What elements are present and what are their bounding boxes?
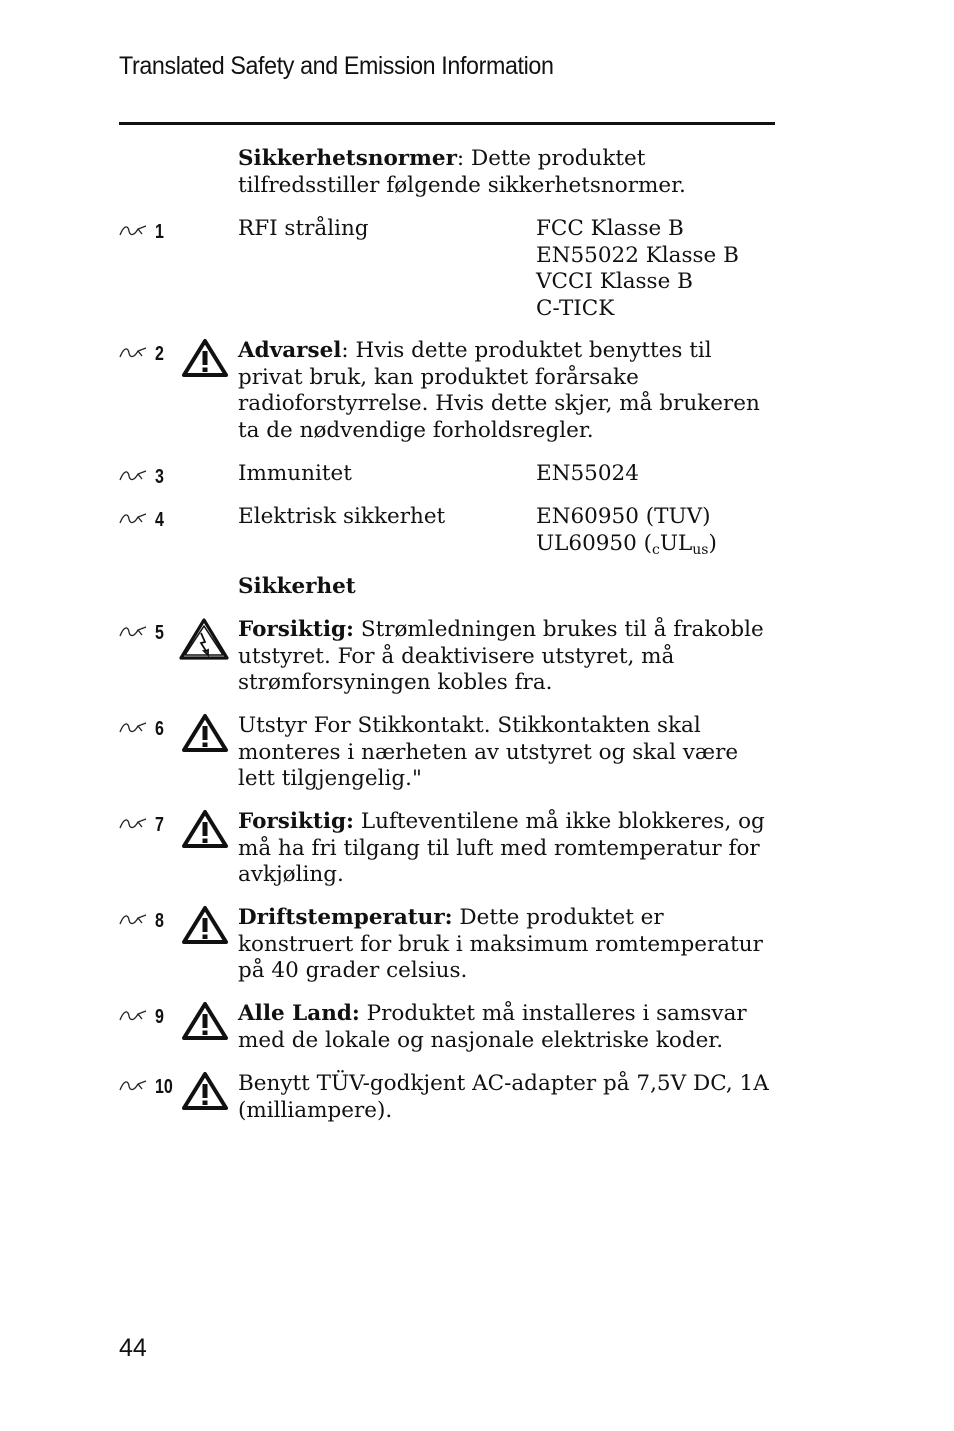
value-line: EN55022 Klasse B (536, 242, 739, 268)
intro-paragraph (238, 146, 778, 199)
value-line: EN60950 (TUV) (536, 504, 711, 529)
pen-icon (118, 816, 148, 832)
warning-triangle-icon (181, 809, 229, 849)
value-line: EN55024 (536, 461, 639, 486)
value-part: ) (708, 530, 717, 556)
page-header: Translated Safety and Emission Information (119, 52, 554, 80)
item-body: Produktet må installeres i samsvar med de lokale og nasjonale elektriske koder. (238, 1001, 747, 1053)
item-body: : Hvis dette produktet benyttes til privat bruk, kan produktet forårsake radioforstyrrelse. Hvis dette skjer, må brukeren ta de nødvendige forholdsregler. (238, 338, 760, 443)
item-marker (118, 908, 188, 932)
value-line (536, 531, 766, 564)
item-label: RFI stråling (238, 216, 369, 241)
pen-icon (118, 624, 148, 640)
item-marker (118, 464, 188, 488)
item-number: 2 (155, 343, 164, 365)
pen-icon (118, 468, 148, 484)
item-values (536, 504, 766, 563)
item-bold: Forsiktig: (238, 809, 354, 834)
item-body: Lufteventilene må ikke blokkeres, og må ha fri tilgang til luft med romtemperatur for avkjøling. (238, 809, 765, 887)
warning-triangle-icon (181, 1071, 229, 1111)
item-text (238, 905, 778, 985)
warning-triangle-icon (181, 713, 229, 753)
pen-icon (118, 223, 148, 239)
pen-icon (118, 1078, 148, 1094)
item-text (238, 1001, 778, 1054)
pen-icon (118, 912, 148, 928)
item-number: 3 (155, 466, 164, 488)
warning-triangle-icon (181, 1001, 229, 1041)
value-line: FCC Klasse B (536, 216, 684, 241)
item-text (238, 617, 778, 697)
item-values (536, 216, 766, 322)
subscript-c: c (652, 541, 660, 558)
item-bold: Advarsel (238, 338, 342, 363)
item-body: Strømledningen brukes til å frakoble utstyret. For å deaktivisere utstyret, må strømforsyningen kobles fra. (238, 617, 764, 695)
item-text: Utstyr For Stikkontakt. Stikkontakten skal monteres i nærheten av utstyret og skal være lett tilgjengelig." (238, 713, 739, 791)
item-number: 5 (155, 622, 164, 644)
value-part: UL (659, 530, 693, 556)
item-body: Dette produktet er konstruert for bruk i maksimum romtemperatur på 40 grader celsius. (238, 905, 763, 983)
item-label: Elektrisk sikkerhet (238, 504, 446, 529)
item-number: 7 (155, 814, 164, 836)
pen-icon (118, 511, 148, 527)
item-marker (118, 812, 188, 836)
value-part: UL60950 ( (536, 530, 653, 556)
item-marker (118, 341, 188, 365)
item-number: 8 (155, 910, 164, 932)
item-marker (118, 1074, 188, 1098)
item-number: 10 (155, 1076, 173, 1098)
item-bold: Alle Land: (238, 1001, 360, 1026)
item-marker (118, 716, 188, 740)
warning-triangle-icon (181, 905, 229, 945)
item-marker (118, 1004, 188, 1028)
intro-text: : Dette produktet tilfredsstiller følgende sikkerhetsnormer. (238, 146, 686, 198)
section-heading: Sikkerhet (238, 574, 356, 599)
value-line: C-TICK (536, 295, 615, 321)
header-rule (119, 122, 775, 125)
item-number: 1 (155, 221, 164, 243)
item-text (238, 809, 778, 889)
item-marker (118, 507, 188, 531)
pen-icon (118, 720, 148, 736)
item-bold: Forsiktig: (238, 617, 354, 642)
item-text (238, 338, 778, 444)
page-number: 44 (119, 1334, 147, 1362)
item-number: 6 (155, 718, 164, 740)
item-values (536, 461, 766, 488)
item-marker (118, 219, 188, 243)
electric-shock-warning-icon (178, 617, 230, 661)
item-label: Immunitet (238, 461, 352, 486)
intro-bold: Sikkerhetsnormer (238, 146, 457, 171)
warning-triangle-icon (181, 338, 229, 378)
pen-icon (118, 345, 148, 361)
pen-icon (118, 1008, 148, 1024)
item-number: 9 (155, 1006, 164, 1028)
item-number: 4 (155, 509, 164, 531)
subscript-us: us (692, 541, 709, 558)
value-line: VCCI Klasse B (536, 269, 693, 294)
item-bold: Driftstemperatur: (238, 905, 453, 930)
item-text: Benytt TÜV-godkjent AC-adapter på 7,5V DC, 1A (milliampere). (238, 1071, 769, 1123)
